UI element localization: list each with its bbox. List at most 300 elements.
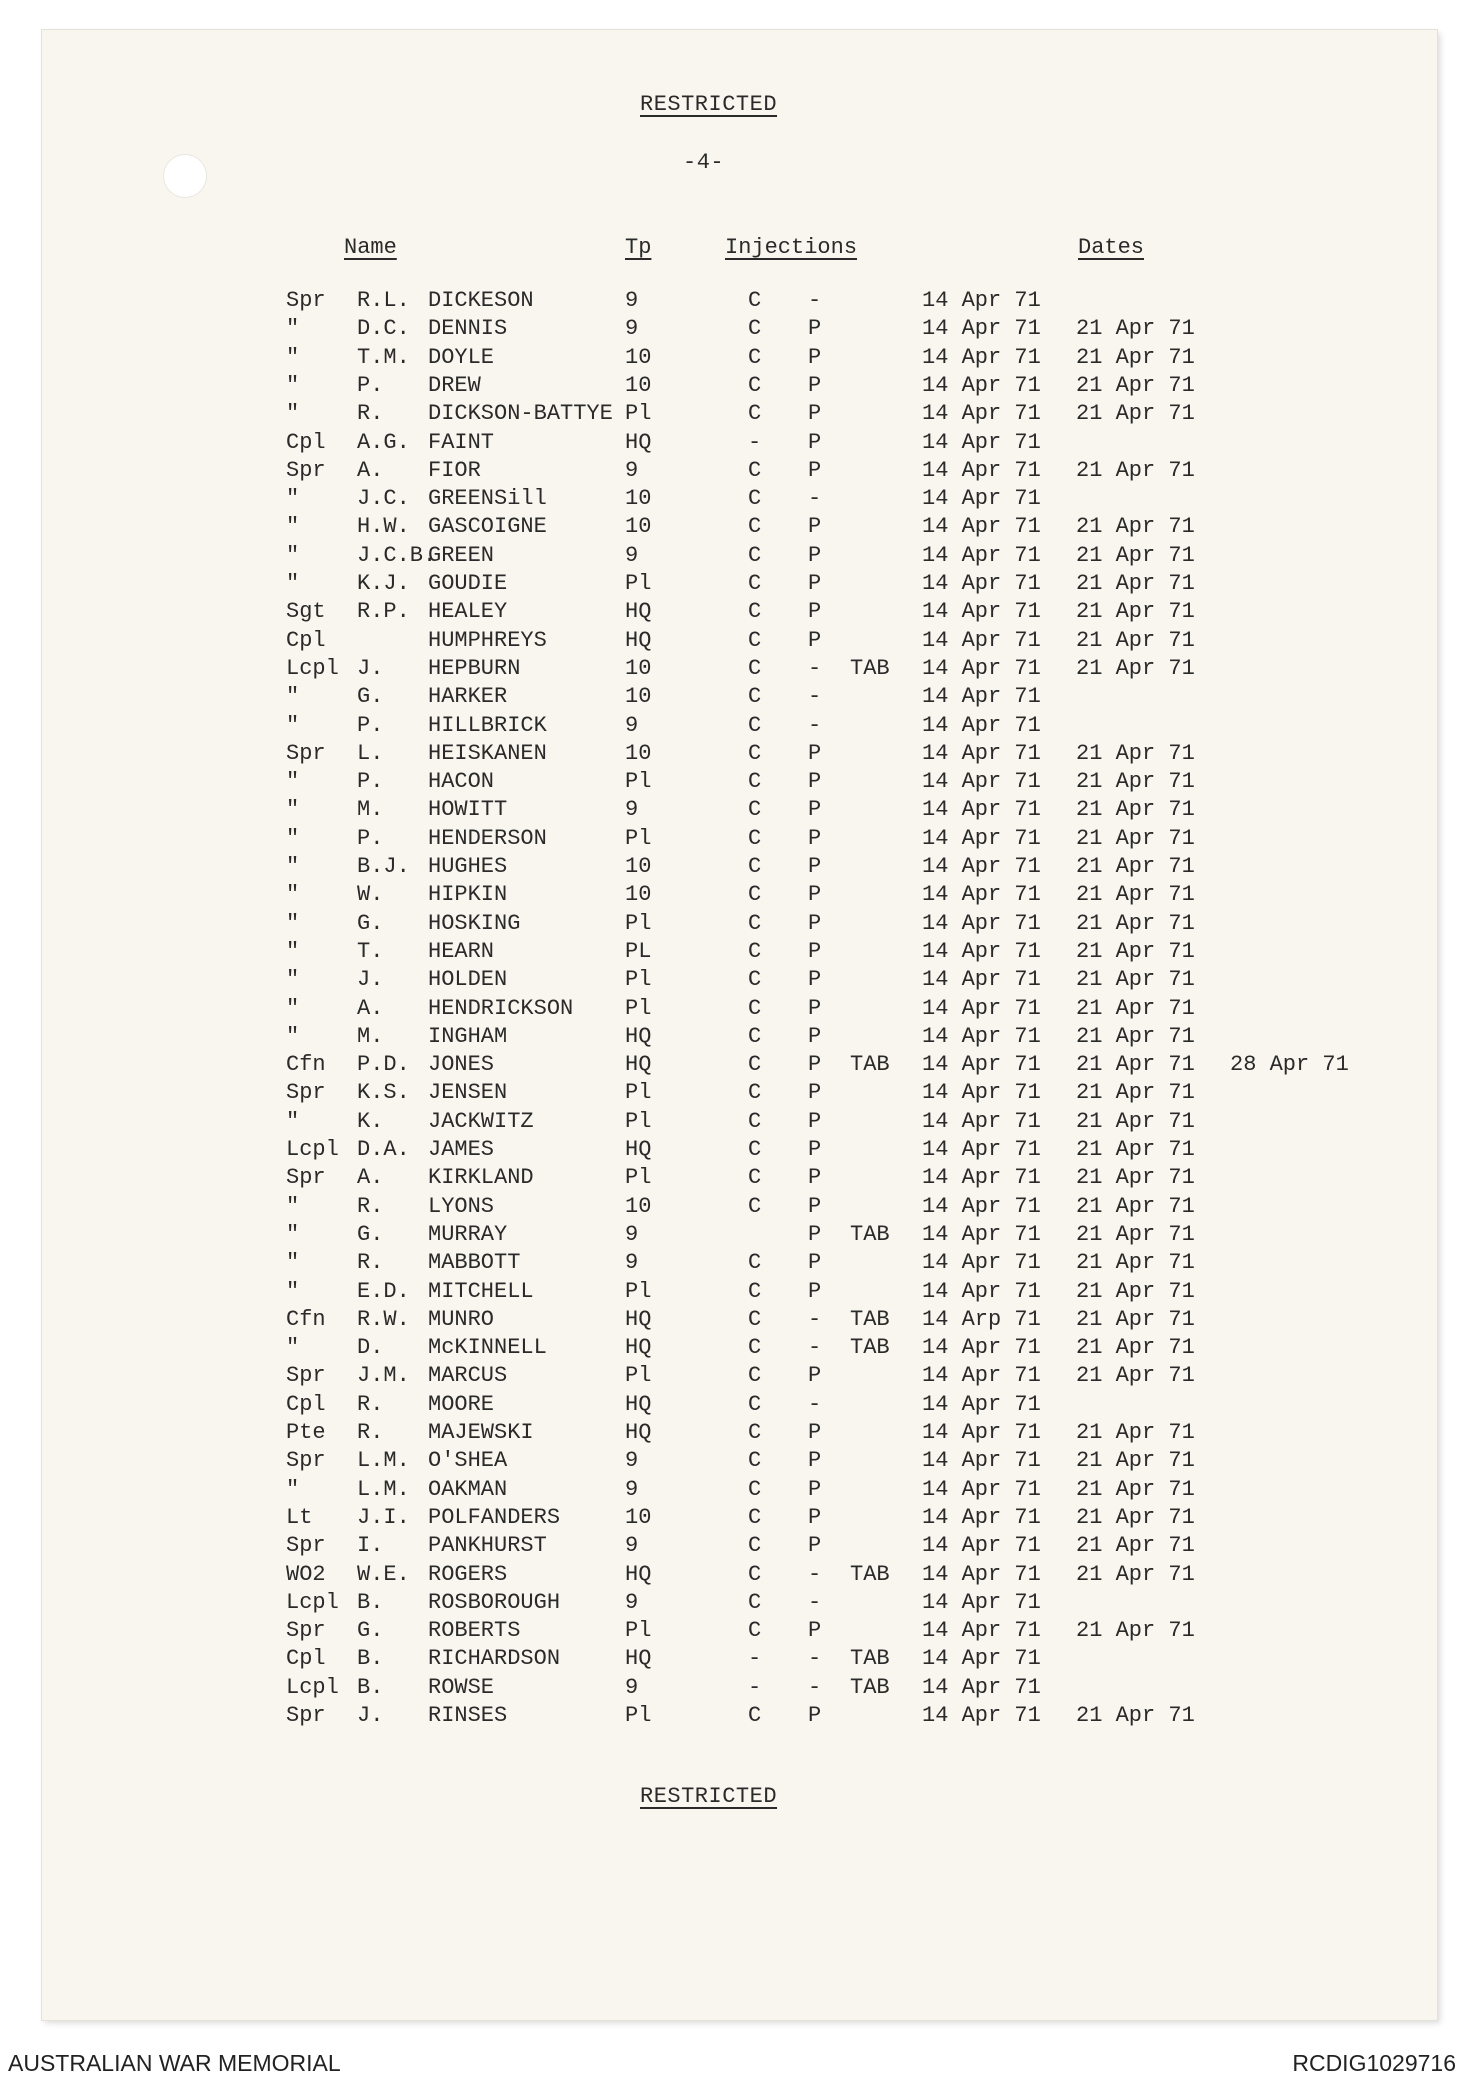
- table-row: [0, 1420, 1468, 1448]
- troop-cell: Pl: [625, 769, 652, 795]
- date-1-cell: 14 Apr 71: [922, 1618, 1041, 1644]
- date-1-cell: 14 Apr 71: [922, 542, 1041, 568]
- initials-cell: G.: [357, 910, 384, 936]
- rank-cell: ": [286, 1221, 300, 1247]
- injection-c-cell: C: [748, 769, 762, 795]
- surname-cell: MITCHELL: [428, 1278, 534, 1304]
- troop-cell: Pl: [625, 967, 652, 993]
- injection-c-cell: C: [748, 1703, 762, 1728]
- table-row: [0, 684, 1468, 712]
- rank-cell: Lcpl: [286, 1674, 339, 1700]
- column-header-tp: Tp: [625, 235, 652, 260]
- surname-cell: ROBERTS: [428, 1618, 521, 1644]
- date-2-cell: 21 Apr 71: [1076, 1335, 1195, 1361]
- date-2-cell: 21 Apr 71: [1076, 910, 1195, 936]
- initials-cell: P.D.: [357, 1052, 410, 1078]
- date-2-cell: 21 Apr 71: [1076, 1052, 1195, 1078]
- date-2-cell: 21 Apr 71: [1076, 1306, 1195, 1332]
- table-row: [0, 628, 1468, 656]
- troop-cell: Pl: [625, 1080, 652, 1106]
- rank-cell: ": [286, 1108, 300, 1134]
- initials-cell: B.J.: [357, 854, 410, 879]
- injection-tab-cell: TAB: [850, 1306, 890, 1332]
- table-row: [0, 1675, 1468, 1703]
- injection-c-cell: C: [748, 854, 762, 879]
- date-1-cell: 14 Apr 71: [922, 1646, 1041, 1672]
- date-2-cell: 21 Apr 71: [1076, 1023, 1195, 1049]
- date-1-cell: 14 Apr 71: [922, 655, 1041, 681]
- table-row: [0, 1335, 1468, 1363]
- troop-cell: Pl: [625, 825, 652, 851]
- date-2-cell: 21 Apr 71: [1076, 1533, 1195, 1559]
- table-row: [0, 1590, 1468, 1618]
- injection-c-cell: C: [748, 627, 762, 653]
- injection-tab-cell: TAB: [850, 1561, 890, 1587]
- table-row: [0, 1080, 1468, 1108]
- injection-c-cell: C: [748, 514, 762, 540]
- rank-cell: ": [286, 854, 300, 879]
- date-1-cell: 14 Apr 71: [922, 1165, 1041, 1191]
- date-1-cell: 14 Apr 71: [922, 740, 1041, 766]
- rank-cell: ": [286, 910, 300, 936]
- rank-cell: Spr: [286, 457, 326, 483]
- archive-credit: AUSTRALIAN WAR MEMORIAL: [8, 2050, 341, 2076]
- table-row: [0, 967, 1468, 995]
- surname-cell: RINSES: [428, 1703, 508, 1728]
- table-row: [0, 854, 1468, 882]
- date-2-cell: 21 Apr 71: [1076, 1420, 1195, 1445]
- surname-cell: ROWSE: [428, 1674, 495, 1700]
- injection-c-cell: C: [748, 938, 762, 964]
- initials-cell: A.: [357, 457, 384, 483]
- rank-cell: ": [286, 401, 300, 427]
- table-row: [0, 1250, 1468, 1278]
- surname-cell: MOORE: [428, 1391, 495, 1417]
- troop-cell: 9: [625, 316, 639, 342]
- date-2-cell: 21 Apr 71: [1076, 854, 1195, 879]
- rank-cell: ": [286, 967, 300, 993]
- date-1-cell: 14 Apr 71: [922, 684, 1041, 710]
- injection-c-cell: C: [748, 1618, 762, 1644]
- injection-c-cell: C: [748, 599, 762, 625]
- surname-cell: ROGERS: [428, 1561, 508, 1587]
- initials-cell: B.: [357, 1589, 384, 1615]
- injection-tab-cell: TAB: [850, 1674, 890, 1700]
- injection-p-cell: P: [808, 1052, 822, 1078]
- injection-p-cell: -: [808, 1561, 822, 1587]
- table-row: [0, 514, 1468, 542]
- injection-p-cell: -: [808, 486, 822, 512]
- injection-c-cell: C: [748, 1023, 762, 1049]
- date-1-cell: 14 Apr 71: [922, 967, 1041, 993]
- initials-cell: J.I.: [357, 1504, 410, 1530]
- injection-p-cell: P: [808, 1278, 822, 1304]
- table-row: [0, 430, 1468, 458]
- date-2-cell: 21 Apr 71: [1076, 938, 1195, 964]
- rank-cell: Spr: [286, 740, 326, 766]
- initials-cell: L.M.: [357, 1476, 410, 1502]
- rank-cell: ": [286, 316, 300, 342]
- initials-cell: A.: [357, 995, 384, 1021]
- troop-cell: Pl: [625, 1703, 652, 1728]
- injection-c-cell: C: [748, 372, 762, 398]
- table-row: [0, 1052, 1468, 1080]
- date-1-cell: 14 Arp 71: [922, 1306, 1041, 1332]
- surname-cell: MAJEWSKI: [428, 1420, 534, 1445]
- table-row: [0, 1363, 1468, 1391]
- date-1-cell: 14 Apr 71: [922, 599, 1041, 625]
- injection-p-cell: -: [808, 712, 822, 738]
- troop-cell: 10: [625, 740, 652, 766]
- rank-cell: Cpl: [286, 627, 326, 653]
- injection-p-cell: P: [808, 1420, 822, 1445]
- initials-cell: K.: [357, 1108, 384, 1134]
- rank-cell: ": [286, 769, 300, 795]
- injection-p-cell: P: [808, 1533, 822, 1559]
- surname-cell: HOSKING: [428, 910, 521, 936]
- date-2-cell: 21 Apr 71: [1076, 1250, 1195, 1276]
- injection-c-cell: C: [748, 1052, 762, 1078]
- date-1-cell: 14 Apr 71: [922, 797, 1041, 823]
- injection-p-cell: P: [808, 1193, 822, 1219]
- rank-cell: ": [286, 372, 300, 398]
- rank-cell: Spr: [286, 1165, 326, 1191]
- injection-c-cell: C: [748, 316, 762, 342]
- surname-cell: PANKHURST: [428, 1533, 547, 1559]
- surname-cell: DREW: [428, 372, 481, 398]
- troop-cell: 10: [625, 1504, 652, 1530]
- rank-cell: ": [286, 1476, 300, 1502]
- date-1-cell: 14 Apr 71: [922, 854, 1041, 879]
- troop-cell: 9: [625, 1448, 639, 1474]
- rank-cell: ": [286, 684, 300, 710]
- date-2-cell: 21 Apr 71: [1076, 967, 1195, 993]
- initials-cell: R.L.: [357, 288, 410, 313]
- injection-p-cell: P: [808, 457, 822, 483]
- table-row: [0, 599, 1468, 627]
- injection-p-cell: P: [808, 825, 822, 851]
- page-number: -4-: [683, 150, 725, 175]
- troop-cell: 10: [625, 344, 652, 370]
- table-row: [0, 1448, 1468, 1476]
- troop-cell: 10: [625, 882, 652, 908]
- injection-p-cell: P: [808, 1221, 822, 1247]
- rank-cell: ": [286, 1335, 300, 1361]
- table-row: [0, 911, 1468, 939]
- rank-cell: ": [286, 1278, 300, 1304]
- date-1-cell: 14 Apr 71: [922, 1448, 1041, 1474]
- injection-p-cell: P: [808, 599, 822, 625]
- injection-p-cell: -: [808, 288, 822, 313]
- initials-cell: H.W.: [357, 514, 410, 540]
- injection-c-cell: C: [748, 825, 762, 851]
- date-3-cell: 28 Apr 71: [1230, 1052, 1349, 1078]
- table-row: [0, 656, 1468, 684]
- injection-p-cell: P: [808, 514, 822, 540]
- date-2-cell: 21 Apr 71: [1076, 1363, 1195, 1389]
- date-1-cell: 14 Apr 71: [922, 401, 1041, 427]
- table-row: [0, 1562, 1468, 1590]
- troop-cell: HQ: [625, 1335, 652, 1361]
- rank-cell: Spr: [286, 1080, 326, 1106]
- table-row: [0, 713, 1468, 741]
- table-row: [0, 1477, 1468, 1505]
- date-2-cell: 21 Apr 71: [1076, 599, 1195, 625]
- injection-c-cell: C: [748, 1420, 762, 1445]
- surname-cell: JACKWITZ: [428, 1108, 534, 1134]
- date-2-cell: 21 Apr 71: [1076, 769, 1195, 795]
- rank-cell: Spr: [286, 1703, 326, 1728]
- surname-cell: KIRKLAND: [428, 1165, 534, 1191]
- troop-cell: 9: [625, 1250, 639, 1276]
- date-2-cell: 21 Apr 71: [1076, 1108, 1195, 1134]
- injection-p-cell: P: [808, 1476, 822, 1502]
- surname-cell: GOUDIE: [428, 571, 508, 596]
- surname-cell: HACON: [428, 769, 495, 795]
- table-row: [0, 1307, 1468, 1335]
- injection-p-cell: P: [808, 401, 822, 427]
- date-2-cell: 21 Apr 71: [1076, 1504, 1195, 1530]
- troop-cell: 9: [625, 1589, 639, 1615]
- initials-cell: P.: [357, 769, 384, 795]
- injection-tab-cell: TAB: [850, 1335, 890, 1361]
- troop-cell: 10: [625, 854, 652, 879]
- troop-cell: Pl: [625, 1363, 652, 1389]
- surname-cell: HOLDEN: [428, 967, 508, 993]
- initials-cell: L.M.: [357, 1448, 410, 1474]
- troop-cell: PL: [625, 938, 652, 964]
- troop-cell: Pl: [625, 995, 652, 1021]
- table-row: [0, 345, 1468, 373]
- injection-p-cell: P: [808, 1448, 822, 1474]
- date-2-cell: 21 Apr 71: [1076, 542, 1195, 568]
- rank-cell: ": [286, 1250, 300, 1276]
- surname-cell: FAINT: [428, 429, 495, 455]
- date-1-cell: 14 Apr 71: [922, 316, 1041, 342]
- troop-cell: 9: [625, 542, 639, 568]
- troop-cell: HQ: [625, 1646, 652, 1672]
- rank-cell: ": [286, 712, 300, 738]
- rank-cell: ": [286, 1023, 300, 1049]
- date-2-cell: 21 Apr 71: [1076, 571, 1195, 596]
- date-1-cell: 14 Apr 71: [922, 514, 1041, 540]
- table-row: [0, 543, 1468, 571]
- table-row: [0, 373, 1468, 401]
- rank-cell: Cpl: [286, 1391, 326, 1417]
- troop-cell: 9: [625, 712, 639, 738]
- column-header-injections: Injections: [725, 235, 858, 260]
- rank-cell: Lt: [286, 1504, 313, 1530]
- rank-cell: ": [286, 882, 300, 908]
- rank-cell: ": [286, 486, 300, 512]
- injection-p-cell: P: [808, 1108, 822, 1134]
- injection-c-cell: C: [748, 1448, 762, 1474]
- injection-c-cell: C: [748, 1476, 762, 1502]
- troop-cell: Pl: [625, 1278, 652, 1304]
- rank-cell: ": [286, 571, 300, 596]
- table-row: [0, 1222, 1468, 1250]
- surname-cell: HIPKIN: [428, 882, 508, 908]
- surname-cell: JENSEN: [428, 1080, 508, 1106]
- troop-cell: 9: [625, 288, 639, 313]
- initials-cell: G.: [357, 1221, 384, 1247]
- troop-cell: 9: [625, 1221, 639, 1247]
- troop-cell: Pl: [625, 1618, 652, 1644]
- date-2-cell: 21 Apr 71: [1076, 457, 1195, 483]
- punch-hole: [163, 154, 207, 198]
- table-row: [0, 458, 1468, 486]
- injection-c-cell: C: [748, 1193, 762, 1219]
- date-2-cell: 21 Apr 71: [1076, 1561, 1195, 1587]
- troop-cell: HQ: [625, 1420, 652, 1445]
- injection-tab-cell: TAB: [850, 655, 890, 681]
- injection-c-cell: C: [748, 1137, 762, 1162]
- initials-cell: J.M.: [357, 1363, 410, 1389]
- injection-p-cell: P: [808, 1080, 822, 1106]
- initials-cell: B.: [357, 1674, 384, 1700]
- surname-cell: INGHAM: [428, 1023, 508, 1049]
- date-1-cell: 14 Apr 71: [922, 288, 1041, 313]
- injection-c-cell: C: [748, 1363, 762, 1389]
- troop-cell: HQ: [625, 627, 652, 653]
- surname-cell: HUGHES: [428, 854, 508, 879]
- injection-p-cell: P: [808, 344, 822, 370]
- initials-cell: R.: [357, 1420, 384, 1445]
- date-1-cell: 14 Apr 71: [922, 769, 1041, 795]
- injection-c-cell: C: [748, 684, 762, 710]
- date-1-cell: 14 Apr 71: [922, 1221, 1041, 1247]
- injection-tab-cell: TAB: [850, 1052, 890, 1078]
- troop-cell: 9: [625, 1674, 639, 1700]
- date-2-cell: 21 Apr 71: [1076, 740, 1195, 766]
- date-1-cell: 14 Apr 71: [922, 1080, 1041, 1106]
- table-row: [0, 1109, 1468, 1137]
- injection-c-cell: C: [748, 571, 762, 596]
- injection-c-cell: C: [748, 910, 762, 936]
- injection-c-cell: C: [748, 1533, 762, 1559]
- injection-c-cell: C: [748, 797, 762, 823]
- initials-cell: D.A.: [357, 1137, 410, 1162]
- injection-c-cell: C: [748, 1391, 762, 1417]
- injection-c-cell: C: [748, 712, 762, 738]
- surname-cell: RICHARDSON: [428, 1646, 561, 1672]
- injection-tab-cell: TAB: [850, 1221, 890, 1247]
- rank-cell: Spr: [286, 1533, 326, 1559]
- table-row: [0, 1279, 1468, 1307]
- injection-p-cell: -: [808, 1306, 822, 1332]
- injection-c-cell: -: [748, 1646, 762, 1672]
- surname-cell: DOYLE: [428, 344, 495, 370]
- initials-cell: G.: [357, 684, 384, 710]
- troop-cell: 9: [625, 457, 639, 483]
- injection-c-cell: C: [748, 344, 762, 370]
- troop-cell: Pl: [625, 1165, 652, 1191]
- troop-cell: Pl: [625, 1108, 652, 1134]
- injection-p-cell: -: [808, 1335, 822, 1361]
- troop-cell: 9: [625, 797, 639, 823]
- date-2-cell: 21 Apr 71: [1076, 995, 1195, 1021]
- surname-cell: HEARN: [428, 938, 495, 964]
- injection-p-cell: P: [808, 882, 822, 908]
- date-1-cell: 14 Apr 71: [922, 1589, 1041, 1615]
- initials-cell: P.: [357, 372, 384, 398]
- injection-c-cell: C: [748, 1335, 762, 1361]
- injection-p-cell: -: [808, 1391, 822, 1417]
- date-1-cell: 14 Apr 71: [922, 1561, 1041, 1587]
- date-2-cell: 21 Apr 71: [1076, 797, 1195, 823]
- surname-cell: DICKSON-BATTYE: [428, 401, 613, 427]
- date-1-cell: 14 Apr 71: [922, 1335, 1041, 1361]
- date-1-cell: 14 Apr 71: [922, 1278, 1041, 1304]
- date-1-cell: 14 Apr 71: [922, 1193, 1041, 1219]
- initials-cell: M.: [357, 1023, 384, 1049]
- troop-cell: 10: [625, 372, 652, 398]
- rank-cell: ": [286, 514, 300, 540]
- surname-cell: MUNRO: [428, 1306, 495, 1332]
- initials-cell: R.: [357, 401, 384, 427]
- table-row: [0, 1618, 1468, 1646]
- injection-c-cell: C: [748, 995, 762, 1021]
- surname-cell: JONES: [428, 1052, 495, 1078]
- injection-p-cell: P: [808, 938, 822, 964]
- date-1-cell: 14 Apr 71: [922, 571, 1041, 596]
- table-row: [0, 401, 1468, 429]
- rank-cell: ": [286, 797, 300, 823]
- injection-c-cell: C: [748, 288, 762, 313]
- table-row: [0, 769, 1468, 797]
- rank-cell: Lcpl: [286, 1589, 339, 1615]
- date-1-cell: 14 Apr 71: [922, 1391, 1041, 1417]
- table-row: [0, 1646, 1468, 1674]
- surname-cell: HARKER: [428, 684, 508, 710]
- date-1-cell: 14 Apr 71: [922, 1703, 1041, 1728]
- classification-header: RESTRICTED: [640, 92, 778, 117]
- initials-cell: D.: [357, 1335, 384, 1361]
- injection-p-cell: -: [808, 655, 822, 681]
- initials-cell: M.: [357, 797, 384, 823]
- date-2-cell: 21 Apr 71: [1076, 1080, 1195, 1106]
- date-1-cell: 14 Apr 71: [922, 712, 1041, 738]
- injection-p-cell: -: [808, 684, 822, 710]
- injection-c-cell: C: [748, 457, 762, 483]
- table-row: [0, 1703, 1468, 1731]
- rank-cell: Sgt: [286, 599, 326, 625]
- troop-cell: Pl: [625, 401, 652, 427]
- table-row: [0, 571, 1468, 599]
- injection-c-cell: C: [748, 542, 762, 568]
- rank-cell: Lcpl: [286, 1137, 339, 1162]
- injection-p-cell: -: [808, 1646, 822, 1672]
- rank-cell: Cpl: [286, 429, 326, 455]
- table-row: [0, 882, 1468, 910]
- surname-cell: JAMES: [428, 1137, 495, 1162]
- injection-c-cell: C: [748, 967, 762, 993]
- date-2-cell: 21 Apr 71: [1076, 1618, 1195, 1644]
- injection-p-cell: P: [808, 1250, 822, 1276]
- initials-cell: I.: [357, 1533, 384, 1559]
- surname-cell: HENDRICKSON: [428, 995, 574, 1021]
- surname-cell: HEPBURN: [428, 655, 521, 681]
- date-1-cell: 14 Apr 71: [922, 1504, 1041, 1530]
- surname-cell: FIOR: [428, 457, 481, 483]
- injection-p-cell: P: [808, 429, 822, 455]
- injection-c-cell: C: [748, 1250, 762, 1276]
- date-1-cell: 14 Apr 71: [922, 882, 1041, 908]
- troop-cell: Pl: [625, 910, 652, 936]
- troop-cell: 10: [625, 514, 652, 540]
- surname-cell: MABBOTT: [428, 1250, 521, 1276]
- date-1-cell: 14 Apr 71: [922, 1674, 1041, 1700]
